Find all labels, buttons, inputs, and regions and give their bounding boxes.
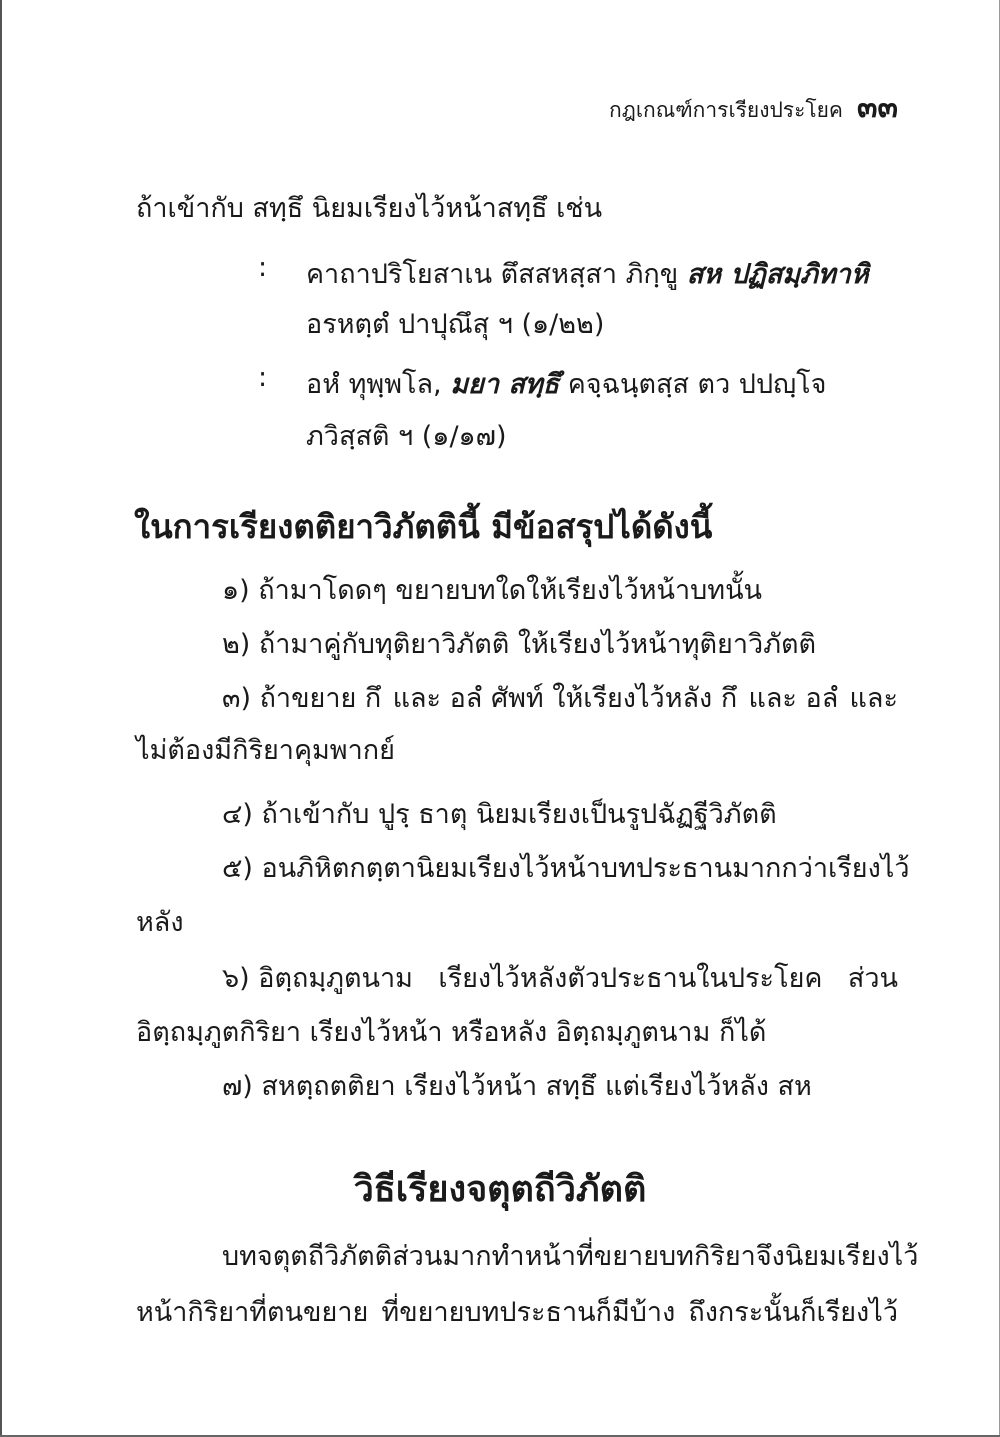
section-heading: วิธีเรียงจตุตถีวิภัตติ [353, 1169, 647, 1210]
body-line-1-part-1: บทจตุตถีวิภัตติส่วนมากทำหน้าที่ขยายบทกิริยา [222, 1241, 756, 1272]
example-1-highlight: สห ปฏิสมฺภิทาหิ [686, 259, 869, 290]
example-1-text: คาถาปริโยสาเน ตึสสหสฺสา ภิกฺขู [306, 259, 687, 290]
body-line-2-part-3: ถึงกระนั้นก็เรียงไว้ [688, 1297, 898, 1328]
summary-item-6-part-1: ๖) อิตฺถมฺภูตนาม [222, 963, 413, 994]
running-header-title: กฎเกณฑ์การเรียงประโยค [609, 98, 843, 122]
summary-item-3-part-2: และ อลํ ศัพท์ ให้เรียงไว้หลัง กึ [392, 683, 738, 714]
example-2-line-2: ภวิสฺสติ ฯ (๑/๑๗) [306, 421, 507, 452]
summary-item-1: ๑) ถ้ามาโดดๆ ขยายบทใดให้เรียงไว้หน้าบทนั้น [222, 575, 763, 606]
summary-item-3-line-2: ไม่ต้องมีกิริยาคุมพากย์ [136, 735, 395, 766]
body-line-1-part-2: จึงนิยมเรียงไว้ [755, 1241, 919, 1272]
summary-item-2: ๒) ถ้ามาคู่กับทุติยาวิภัตติ ให้เรียงไว้หน้าทุติยาวิภัตติ [222, 629, 817, 660]
summary-item-3-line-1 [222, 676, 898, 719]
example-1-line-2: อรหตฺตํ ปาปุณึสุ ฯ (๑/๒๒) [306, 309, 605, 340]
body-line-2-part-1: หน้ากิริยาที่ตนขยาย [136, 1297, 369, 1328]
body-line-2-part-2: ที่ขยายบทประธานก็มีบ้าง [381, 1297, 676, 1328]
summary-heading: ในการเรียงตติยาวิภัตตินี้ มีข้อสรุปได้ดังนี้ [134, 507, 713, 546]
summary-item-6-part-3: ส่วน [847, 963, 898, 994]
intro-line: ถ้าเข้ากับ สทฺธึ นิยมเรียงไว้หน้าสทฺธึ เช่น [136, 193, 603, 224]
body-line-1 [222, 1234, 919, 1277]
example-2-colon: : [258, 362, 268, 393]
page-edge-left [0, 0, 2, 1437]
body-line-2 [136, 1290, 898, 1333]
summary-item-5-line-1 [222, 846, 910, 889]
example-2-highlight: มยา สทฺธึ [450, 369, 560, 400]
summary-item-6-line-2: อิตฺถมฺภูตกิริยา เรียงไว้หน้า หรือหลัง อิตฺถมฺภูตนาม ก็ได้ [136, 1017, 767, 1048]
summary-item-3-part-4: และ [849, 683, 898, 714]
example-2-line-1 [306, 362, 826, 405]
example-1-colon: : [258, 252, 268, 283]
summary-item-6-part-2: เรียงไว้หลังตัวประธานในประโยค [438, 963, 823, 994]
summary-item-5-line-2: หลัง [136, 907, 184, 938]
summary-item-5-part-1: ๕) อนภิหิตกตฺตา [222, 853, 416, 884]
running-header [609, 84, 898, 131]
summary-item-4: ๔) ถ้าเข้ากับ ปูรฺ ธาตุ นิยมเรียงเป็นรูปฉัฏฐีวิภัตติ [222, 799, 777, 830]
summary-item-3-part-3: และ อลํ [748, 683, 839, 714]
summary-item-7: ๗) สหตฺถตติยา เรียงไว้หน้า สทฺธึ แต่เรียงไว้หลัง สห [222, 1071, 812, 1102]
page-number: ๓๓ [856, 90, 898, 125]
summary-item-6-line-1 [222, 956, 898, 999]
summary-item-5-part-2: นิยมเรียงไว้หน้าบทประธานมากกว่าเรียงไว้ [415, 853, 910, 884]
summary-item-3-part-1: ๓) ถ้าขยาย กึ [222, 683, 382, 714]
example-2-text-b: คจฺฉนฺตสฺส ตว ปปญฺโจ [559, 369, 827, 400]
example-2-text-a: อหํ ทุพฺพโล, [306, 369, 451, 400]
example-1-line-1 [306, 252, 869, 295]
